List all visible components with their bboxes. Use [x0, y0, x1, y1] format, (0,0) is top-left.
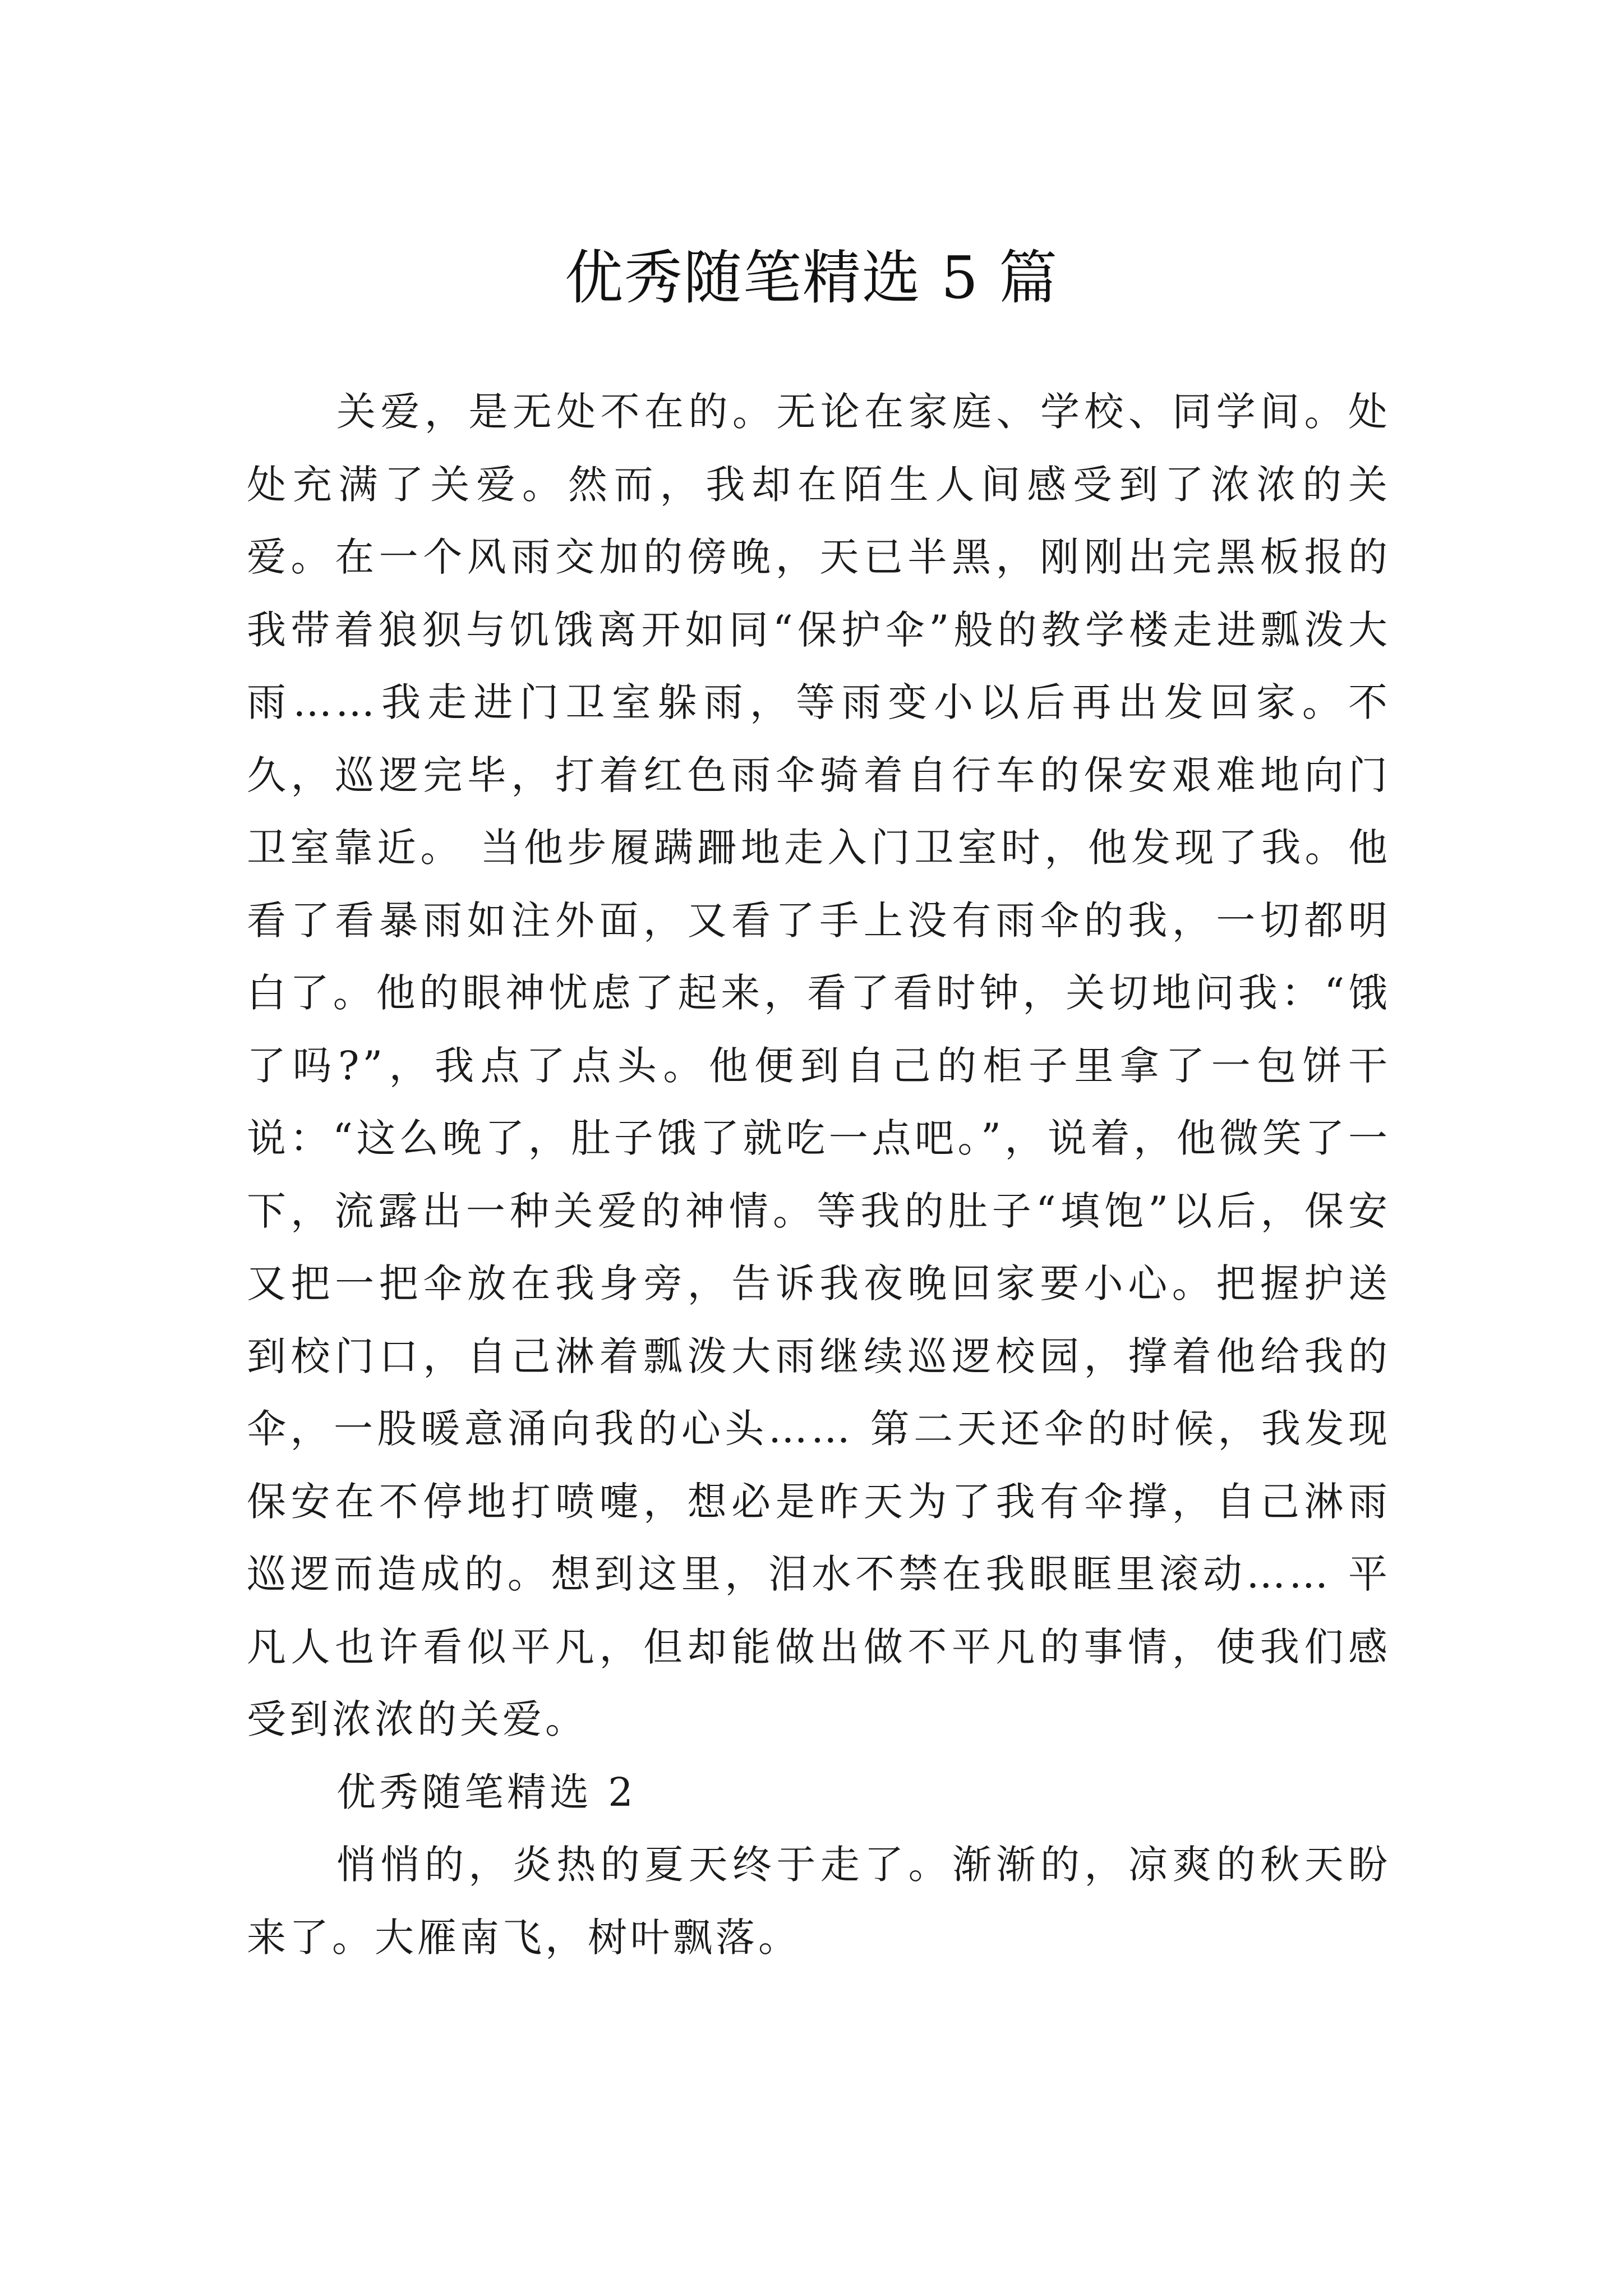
- document-body: [247, 376, 1391, 1974]
- paragraph-care-story: 关爱，是无处不在的。无论在家庭、学校、同学间。处处充满了关爱。然而，我却在陌生人间感受到了浓浓的关爱。在一个风雨交加的傍晚，天已半黑，刚刚出完黑板报的我带着狼狈与饥饿离开如同“保护伞”般的教学楼走进瓢泼大雨……我走进门卫室躲雨，等雨变小以后再出发回家。不久，巡逻完毕，打着红色雨伞骑着自行车的保安艰难地向门卫室靠近。 当他步履蹒跚地走入门卫室时，他发现了我。他看了看暴雨如注外面，又看了手上没有雨伞的我，一切都明白了。他的眼神忧虑了起来，看了看时钟，关切地问我：“饿了吗?”，我点了点头。他便到自己的柜子里拿了一包饼干说：“这么晚了，肚子饿了就吃一点吧。”，说着，他微笑了一下，流露出一种关爱的神情。等我的肚子“填饱”以后，保安又把一把伞放在我身旁，告诉我夜晚回家要小心。把握护送到校门口，自己淋着瓢泼大雨继续巡逻校园，撑着他给我的伞，一股暖意涌向我的心头…… 第二天还伞的时候，我发现保安在不停地打喷嚏，想必是昨天为了我有伞撑，自己淋雨巡逻而造成的。想到这里，泪水不禁在我眼眶里滚动…… 平凡人也许看似平凡，但却能做出做不平凡的事情，使我们感受到浓浓的关爱。: [247, 389, 1391, 1742]
- section-heading-essay-2: 优秀随笔精选 2: [336, 1769, 637, 1815]
- document-title: 优秀随笔精选 5 篇: [564, 243, 1059, 312]
- paragraph-autumn: 悄悄的，炎热的夏天终于走了。渐渐的，凉爽的秋天盼来了。大雁南飞，树叶飘落。: [247, 1842, 1391, 1961]
